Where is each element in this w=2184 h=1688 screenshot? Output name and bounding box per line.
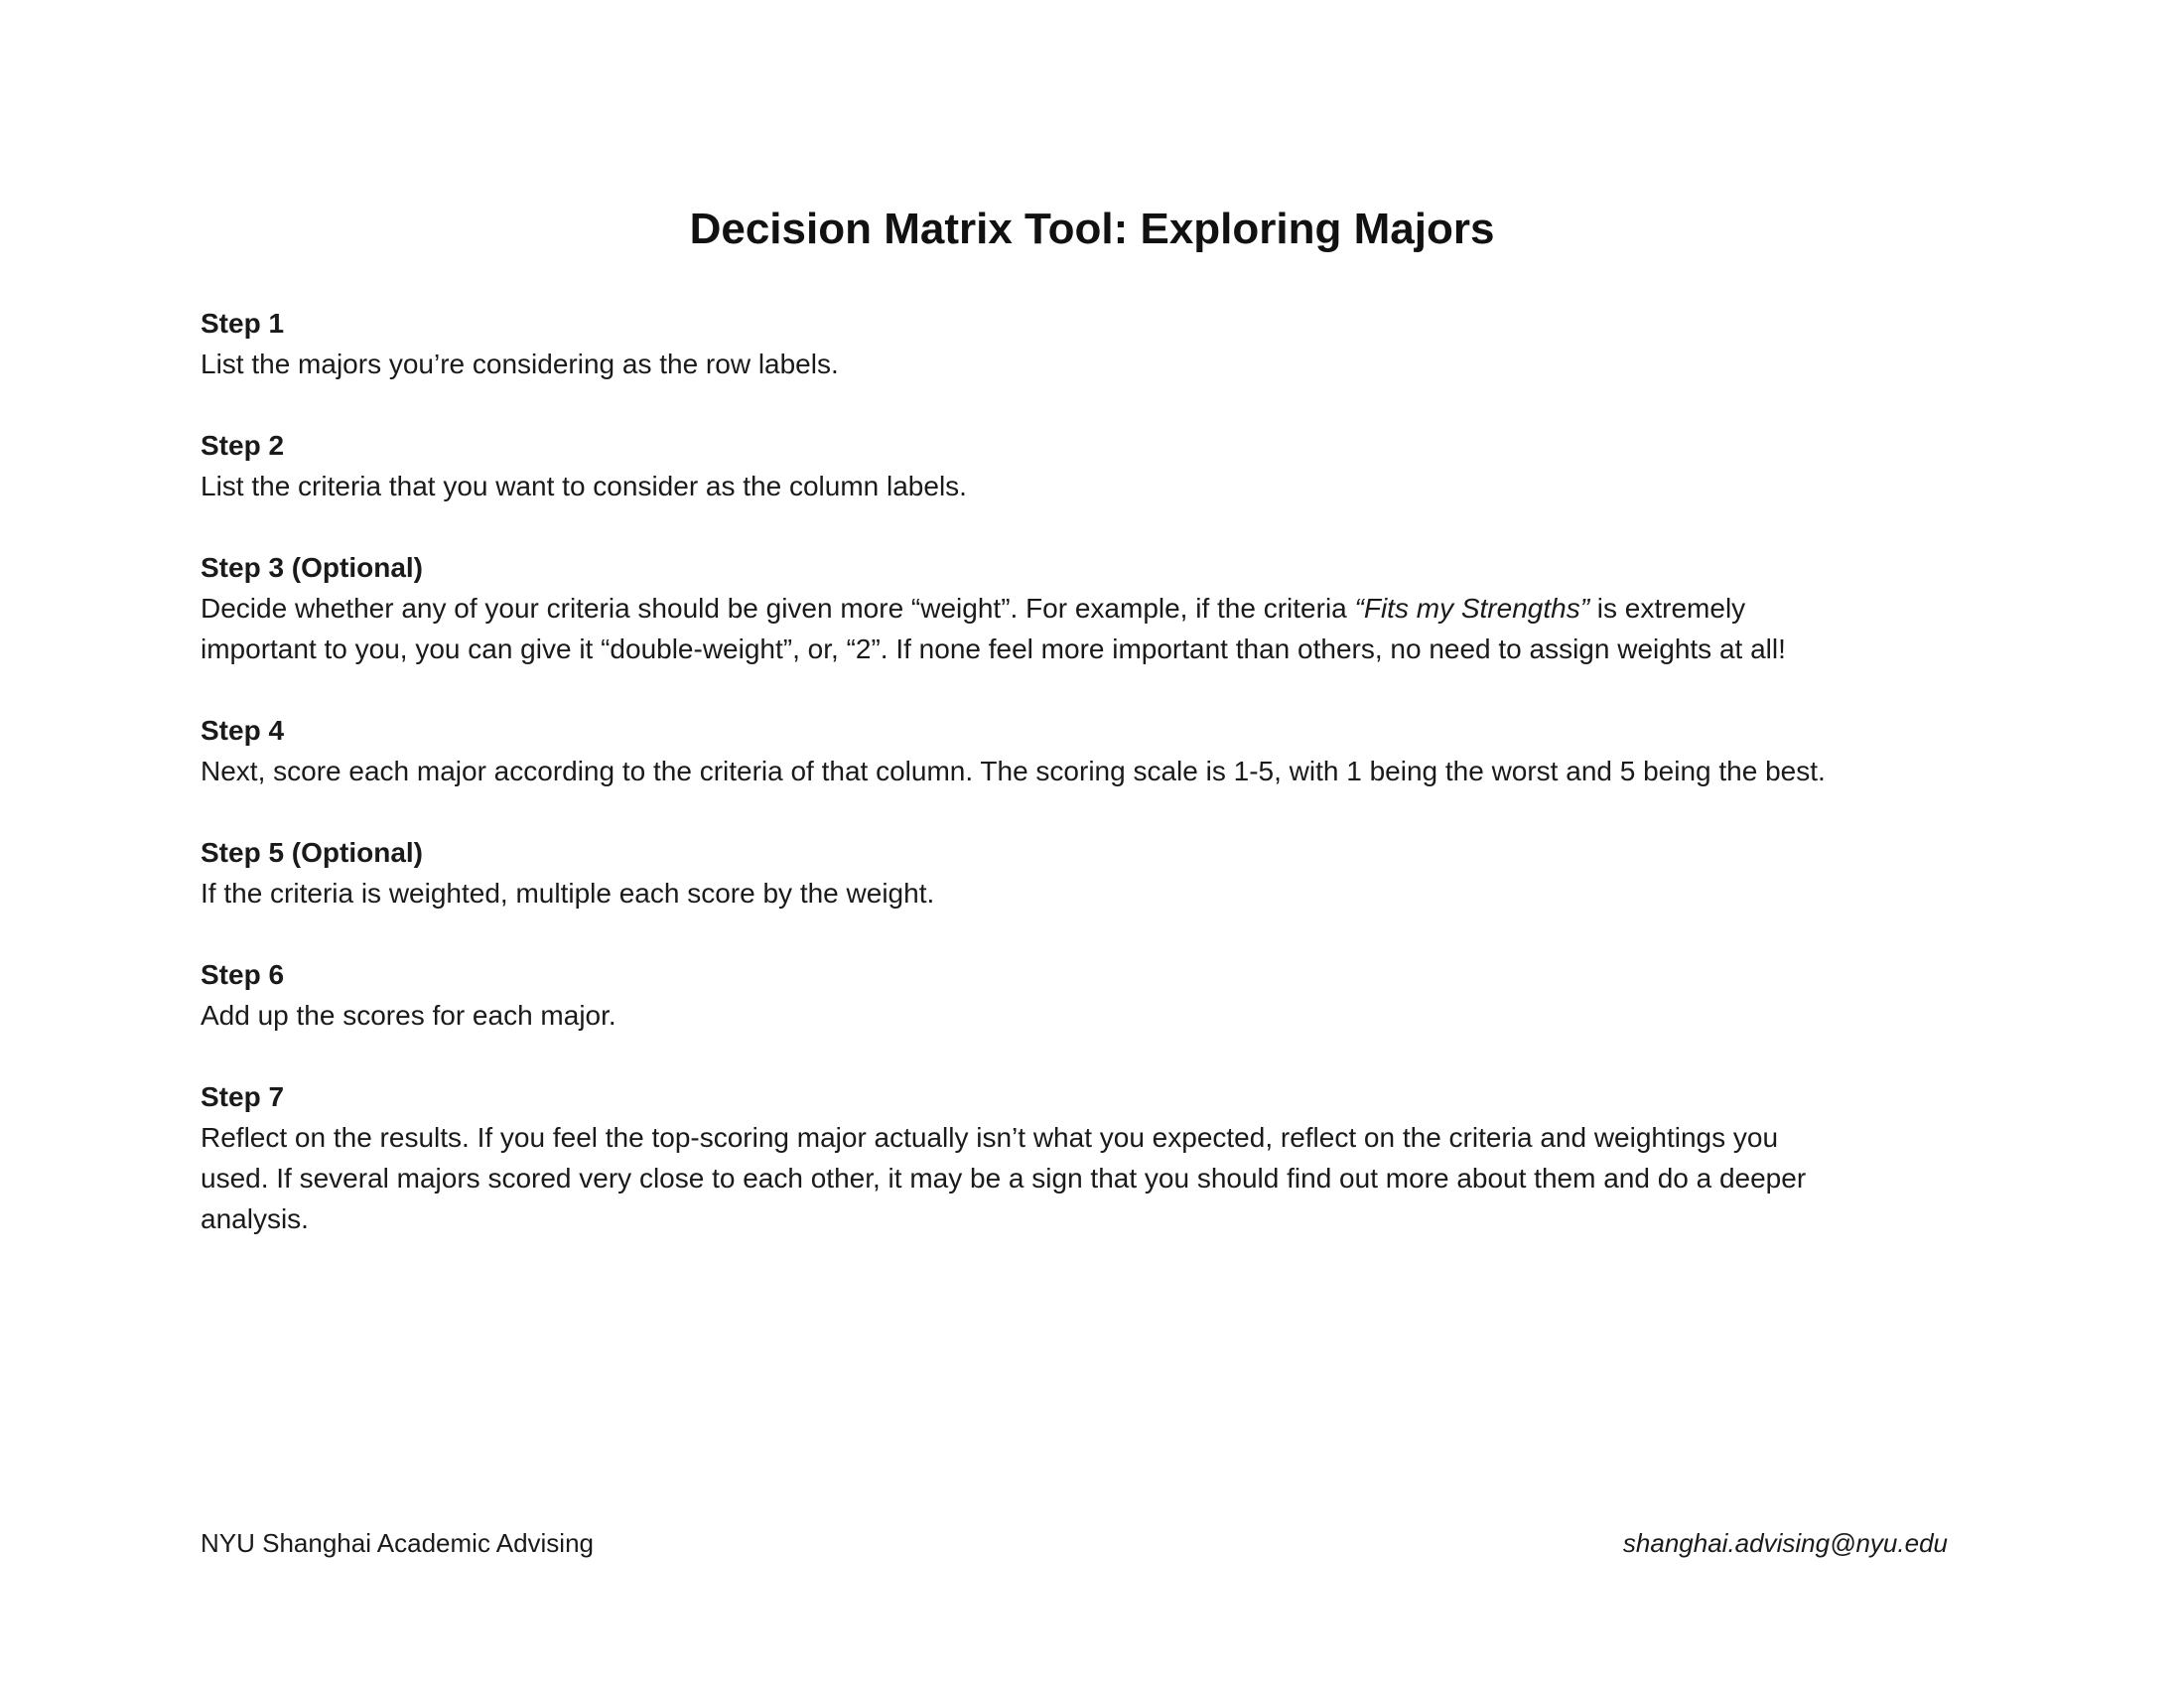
step-heading: Step 1 xyxy=(201,308,285,339)
step-text xyxy=(201,588,2007,669)
step-text-line: analysis. xyxy=(201,1203,309,1234)
step-text-line: Reflect on the results. If you feel the top-scoring major actually isn’t what you expected, reflect on the criteria and weightings you xyxy=(201,1122,1779,1153)
step-2 xyxy=(201,425,2007,506)
step-6 xyxy=(201,954,2007,1036)
step-heading: Step 7 xyxy=(201,1081,285,1112)
step-text xyxy=(201,995,2007,1036)
step-7 xyxy=(201,1076,2007,1239)
step-text-line: important to you, you can give it “double-weight”, or, “2”. If none feel more important than others, no need to assign weights at all! xyxy=(201,633,1786,664)
step-heading: Step 4 xyxy=(201,715,285,746)
step-text xyxy=(201,751,2007,791)
step-text xyxy=(201,873,2007,914)
step-text xyxy=(201,1117,2007,1239)
step-3 xyxy=(201,547,2007,669)
step-text xyxy=(201,344,2007,384)
step-text-line xyxy=(201,588,2007,629)
step-heading: Step 2 xyxy=(201,430,285,461)
step-text-line: List the majors you’re considering as the row labels. xyxy=(201,349,839,379)
step-heading: Step 3 (Optional) xyxy=(201,552,423,583)
step-text-segment: Decide whether any of your criteria should be given more “weight”. For example, if the criteria xyxy=(201,593,1355,624)
step-heading: Step 6 xyxy=(201,959,285,990)
step-text-line: Add up the scores for each major. xyxy=(201,1000,616,1031)
page-title: Decision Matrix Tool: Exploring Majors xyxy=(689,205,1495,253)
footer-email: shanghai.advising@nyu.edu xyxy=(1622,1528,1948,1558)
step-heading: Step 5 (Optional) xyxy=(201,837,423,868)
footer-organization: NYU Shanghai Academic Advising xyxy=(201,1528,595,1558)
step-1 xyxy=(201,303,2007,384)
step-text-line: used. If several majors scored very close to each other, it may be a sign that you should find out more about them and do a deeper xyxy=(201,1163,1807,1194)
step-text xyxy=(201,466,2007,506)
step-4 xyxy=(201,710,2007,791)
step-text-line: If the criteria is weighted, multiple each score by the weight. xyxy=(201,878,935,909)
step-text-line: Next, score each major according to the criteria of that column. The scoring scale is 1-5, with 1 being the worst and 5 being the best. xyxy=(201,756,1826,786)
emphasis-text: “Fits my Strengths” xyxy=(1354,593,1590,624)
step-text-line: List the criteria that you want to consider as the column labels. xyxy=(201,471,967,501)
step-text-segment: is extremely xyxy=(1589,593,1746,624)
step-5 xyxy=(201,832,2007,914)
steps-list xyxy=(201,303,2007,1280)
